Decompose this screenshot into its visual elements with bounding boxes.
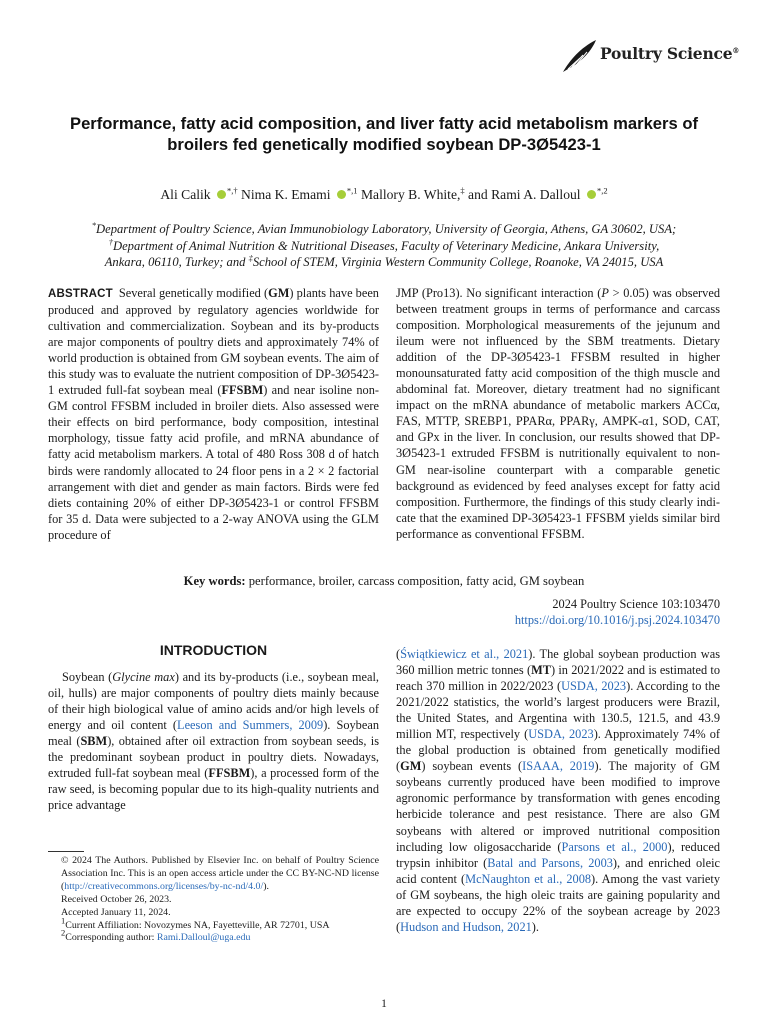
author-conjunction: and: [468, 187, 488, 202]
license-note: © 2024 The Authors. Published by Elsevier Inc. on behalf of Poultry Science Association Inc. This is an open access article under the CC BY-NC-ND license (http://creativecommons.org/licenses/by-nc-nd/4.0/).: [61, 855, 379, 892]
orcid-icon[interactable]: [587, 190, 596, 199]
author-name[interactable]: Mallory B. White,: [360, 187, 461, 202]
footnote-1: 1Current Affiliation: Novozymes NA, Fayetteville, AR 72701, USA: [61, 915, 330, 931]
accepted-date: Accepted January 11, 2024.: [61, 906, 171, 918]
affiliations: *Department of Poultry Science, Avian Immunobiology Laboratory, University of Georgia, Athens, GA 30602, USA; †Department of Animal Nutrition & Nutritional Diseases, Faculty of Veterinary Medicine, Ankara University, Ankara, 06110, Turkey; and ‡School of STEM, Virginia Western Community College, Roanoke, VA 24015, USA: [91, 219, 677, 269]
received-date: Received October 26, 2023.: [61, 893, 172, 905]
author-name[interactable]: Ali Calik: [160, 187, 211, 202]
keywords-text: performance, broiler, carcass composition, fatty acid, GM soybean: [248, 574, 585, 588]
journal-name: Poultry Science®: [600, 44, 740, 63]
keywords: [48, 573, 720, 589]
citation-link[interactable]: Parsons et al., 2000: [561, 839, 668, 854]
citation-link[interactable]: McNaughton et al., 2008: [465, 871, 592, 886]
footnotes: [48, 855, 379, 945]
citation-link[interactable]: Świątkiewicz et al., 2021: [400, 647, 529, 661]
citation-line: 2024 Poultry Science 103:103470: [552, 597, 720, 611]
email-link[interactable]: Rami.Dalloul@uga.edu: [156, 932, 251, 944]
introduction-left-column: Soybean (Glycine max) and its by-products (i.e., soybean meal, oil, hulls) are major components of poultry diets mainly because of their high biological value of amino acids and/or high levels of energy and oil content (Leeson and Summers, 2009). Soybean meal (SBM), obtained after oil extraction from soybean seeds, is the predominant soybean product in poultry diets. Nowadays, extruded full-fat soybean meal (FFSBM), a processed form of the raw seed, is becoming popular due to its high-quality nutrients and price advantage: [48, 670, 379, 813]
orcid-icon[interactable]: [217, 190, 226, 199]
page-number: 1: [381, 998, 387, 1010]
citation: [396, 596, 720, 629]
citation-link[interactable]: USDA, 2023: [561, 679, 627, 694]
keywords-label: Key words:: [183, 574, 246, 588]
abstract-heading: ABSTRACT: [48, 288, 113, 300]
footnote-2: 2Corresponding author: Rami.Dalloul@uga.edu: [61, 928, 251, 944]
introduction-heading: INTRODUCTION: [159, 642, 268, 658]
author-name[interactable]: Nima K. Emami: [241, 187, 331, 202]
citation-link[interactable]: ISAAA, 2019: [522, 759, 595, 774]
orcid-icon[interactable]: [337, 190, 346, 199]
citation-link[interactable]: Hudson and Hudson, 2021: [400, 919, 532, 934]
introduction-right-column: (Świątkiewicz et al., 2021). The global soybean production was 360 million metric tonnes (MT) in 2021/2022 and is estimated to reach 370 million in 2022/2023 (USDA, 2023). According to the 2021/2022 statistics, the world’s largest producers were Brazil, the United States, and Argentina with 130.5, 121.5, and 43.9 million MT, respectively (USDA, 2023). Approximately 74% of the global production is obtained from genetically modified (GM) soybean events (ISAAA, 2019). The majority of GM soybeans currently produced have been modified to improve agronomic performance by transformation with genes encoding herbicide tolerance and pest resistance. There are also GM soybeans with altered or improved nutritional composition including low oligosaccharide (Parsons et al., 2000), reduced trypsin inhibitor (Batal and Parsons, 2003), and enriched oleic acid content (McNaughton et al., 2008). Among the vast variety of GM soybeans, the high oleic traits are gaining popularity and are expected to occupy 22% of the soybean acreage by 2023 (Hudson and Hudson, 2021).: [396, 647, 721, 934]
citation-link[interactable]: Leeson and Summers, 2009: [177, 718, 324, 733]
citation-link[interactable]: Batal and Parsons, 2003: [487, 855, 613, 870]
citation-link[interactable]: USDA, 2023: [528, 727, 594, 742]
abstract-right-column: JMP (Pro13). No significant interaction (P > 0.05) was observed between treatment groups in terms of performance and carcass composition. Morphological measurements of the jejunum and ileum were not influenced by the SBM treatments. Dietary addition of the DP-3Ø5423-1 FFSBM resulted in higher monounsaturated fatty acid composition of the thigh muscle and abdominal fat. Moreover, dietary treatment had no significant impact on the mRNA abundance of metabolic markers ACCα, FAS, MTTP, SREBP1, PPARα, PPARγ, AMPK-α1, SOD, CAT, and GPx in the liver. In conclusion, our results showed that DP-3Ø5423-1 extruded FFSBM is nutritionally equivalent to non-GM near-isoline counterpart with a comparable genetic background as evidenced by feed analyses except for fatty acid composition. Furthermore, the findings of this study clearly indicate that the examined DP-3Ø5423-1 FFSBM yields similar bird performance as conventional FFSBM.: [396, 286, 720, 541]
license-link[interactable]: http://creativecommons.org/licenses/by-nc-nd/4.0/: [64, 880, 264, 892]
footnote-divider: [48, 851, 84, 852]
author-name[interactable]: Rami A. Dalloul: [491, 187, 581, 202]
article-title: Performance, fatty acid composition, and liver fatty acid metabolism markers of broilers fed genetically modified soybean DP-3Ø5423-1: [70, 114, 698, 154]
abstract-left-column: ABSTRACT Several genetically modified (GM) plants have been produced and approved by regulatory agencies worldwide for cultivation and commercialization. Soybean and its by-products are major components of poultry diets and approximately 74% of world production is obtained from GM soybean events. The aim of this study was to evaluate the nutrient composition of DP-3Ø5423-1 extruded full-fat soybean meal (FFSBM) and near isoline non-GM control FFSBM included in broiler diets. Also assessed were their effects on bird performance, body composition, intestinal morphology, tissue fatty acid profile, and mRNA abundance of fatty acid metabolism markers. A total of 480 Ross 308 d of hatch birds were randomly allocated to 24 floor pens in a 2 × 2 factorial arrangement with diet and gender as main factors. Birds were fed diets containing 20% of either DP-3Ø5423-1 or control FFSBM for 35 d. Data were subjected to a 2-way ANOVA using the GLM procedure of: [48, 286, 379, 542]
author-list: Ali Calik *,† Nima K. Emami $^{*,1}$ Mallory B. White,‡ and Rami A. Dalloul $^{*,2}$: [160, 185, 608, 202]
feather-icon: [560, 36, 600, 76]
doi-link[interactable]: https://doi.org/10.1016/j.psj.2024.103470: [514, 613, 720, 628]
journal-logo: [560, 36, 740, 76]
